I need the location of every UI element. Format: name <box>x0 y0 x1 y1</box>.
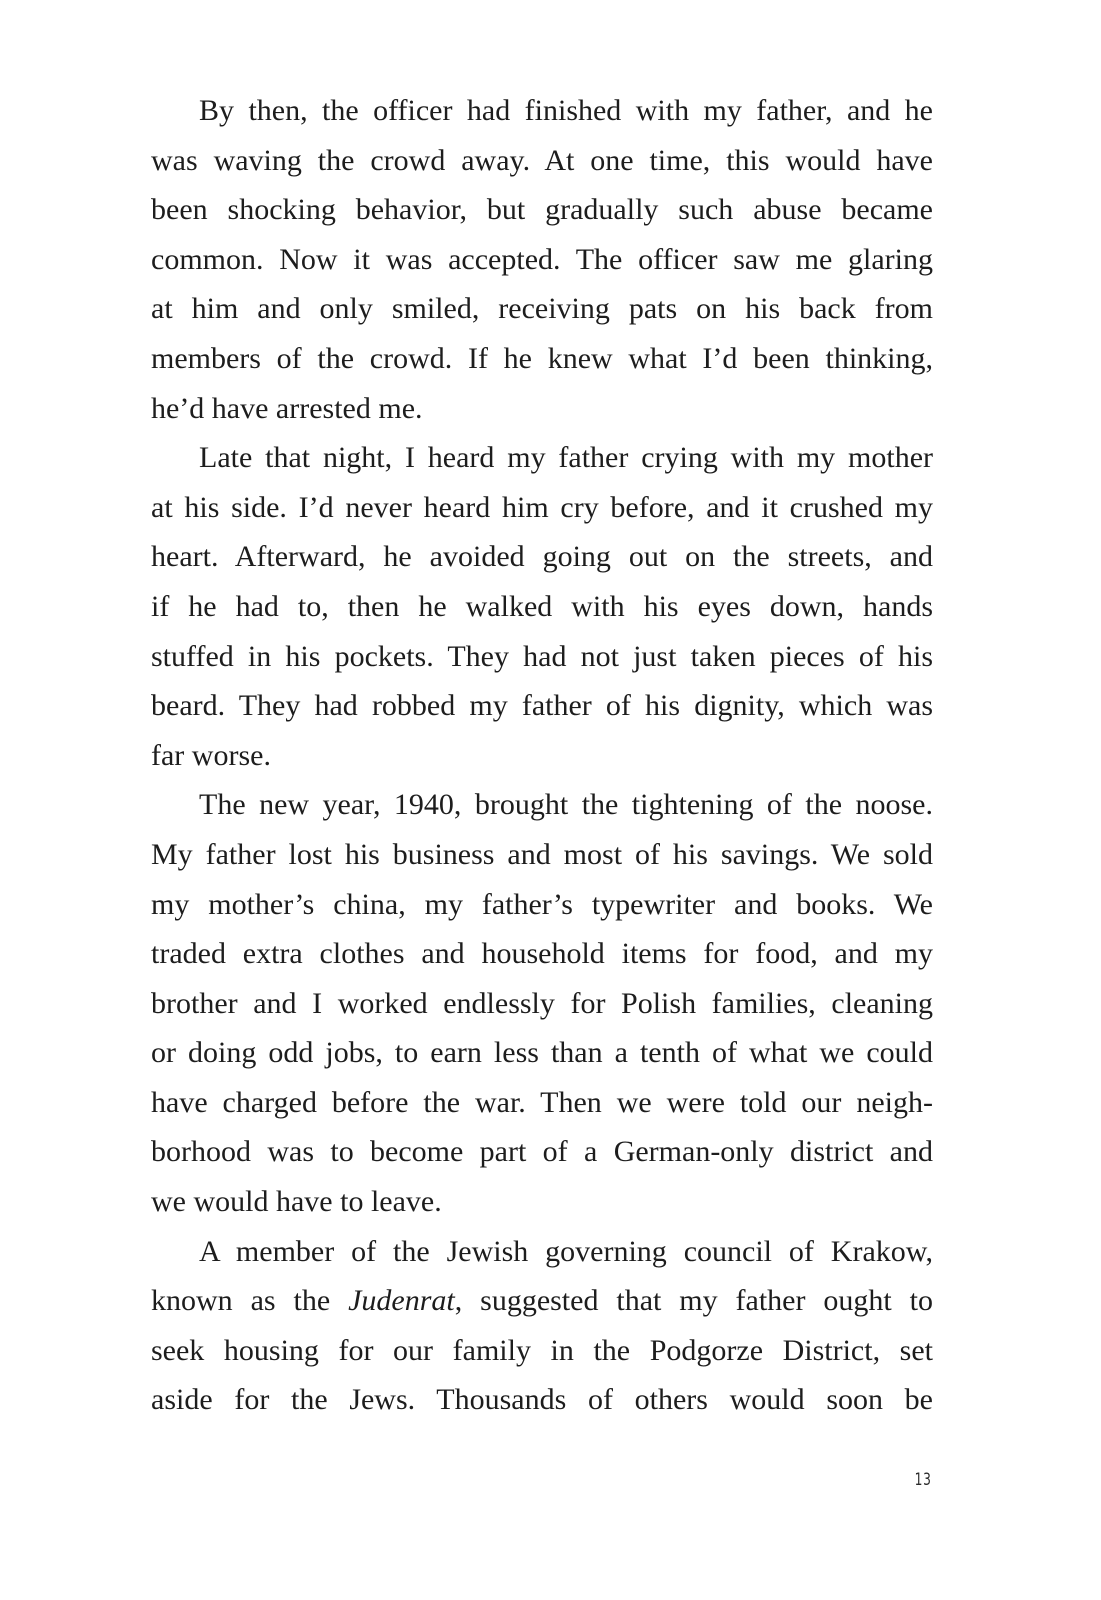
text-line <box>151 284 933 334</box>
page-number: 13 <box>914 1470 932 1490</box>
text-line <box>151 1127 933 1177</box>
text-line <box>151 681 933 731</box>
text-segment: traded extra clothes and household items for food, and my <box>151 937 933 971</box>
text-line <box>151 334 933 384</box>
text-segment: common. Now it was accepted. The officer saw me glaring <box>151 242 933 276</box>
text-segment: brother and I worked endlessly for Polish families, cleaning <box>151 986 933 1020</box>
paragraph <box>151 433 933 780</box>
text-segment: have charged before the war. Then we were told our neigh- <box>151 1085 933 1119</box>
text-line <box>151 384 933 434</box>
text-line <box>151 1078 933 1128</box>
text-segment: , suggested that my father ought to <box>454 1284 933 1318</box>
text-segment: A member of the Jewish governing council of Krakow, <box>199 1234 933 1268</box>
text-segment: By then, the officer had finished with my father, and he <box>199 94 933 127</box>
text-line <box>151 1276 933 1326</box>
text-segment: heart. Afterward, he avoided going out on the streets, and <box>151 540 933 574</box>
text-segment: Late that night, I heard my father crying with my mother <box>199 441 933 475</box>
text-line <box>151 632 933 682</box>
text-segment: The new year, 1940, brought the tightening of the noose. <box>199 788 933 822</box>
text-line <box>151 929 933 979</box>
text-segment: he’d have arrested me. <box>151 391 423 425</box>
text-segment: if he had to, then he walked with his eyes down, hands <box>151 589 933 623</box>
body-text <box>151 86 933 1425</box>
text-line <box>151 433 933 483</box>
text-line <box>151 731 933 781</box>
text-line <box>151 235 933 285</box>
text-segment: members of the crowd. If he knew what I’d been thinking, <box>151 341 933 375</box>
text-line <box>151 185 933 235</box>
text-line <box>151 1227 933 1277</box>
text-segment: beard. They had robbed my father of his dignity, which was <box>151 689 933 723</box>
text-line <box>151 483 933 533</box>
text-segment: or doing odd jobs, to earn less than a tenth of what we could <box>151 1036 933 1070</box>
text-line <box>151 979 933 1029</box>
text-line <box>151 136 933 186</box>
paragraph <box>151 780 933 1226</box>
italic-term: Judenrat <box>348 1284 455 1318</box>
text-segment: far worse. <box>151 738 271 772</box>
text-segment: seek housing for our family in the Podgorze District, set <box>151 1333 933 1367</box>
text-segment: aside for the Jews. Thousands of others would soon be <box>151 1383 933 1417</box>
text-segment: been shocking behavior, but gradually such abuse became <box>151 193 933 227</box>
text-segment: we would have to leave. <box>151 1185 442 1219</box>
text-segment: at his side. I’d never heard him cry before, and it crushed my <box>151 490 933 524</box>
text-segment: My father lost his business and most of his savings. We sold <box>151 837 933 871</box>
text-segment: my mother’s china, my father’s typewriter and books. We <box>151 887 933 921</box>
text-line <box>151 1177 933 1227</box>
paragraph <box>151 1227 933 1425</box>
text-line <box>151 582 933 632</box>
text-segment: borhood was to become part of a German-only district and <box>151 1135 933 1169</box>
text-segment: was waving the crowd away. At one time, this would have <box>151 143 933 177</box>
text-line <box>151 86 933 136</box>
text-line <box>151 1326 933 1376</box>
text-line <box>151 1028 933 1078</box>
text-segment: known as the <box>151 1284 349 1318</box>
text-line <box>151 780 933 830</box>
paragraph <box>151 86 933 433</box>
text-segment: stuffed in his pockets. They had not just taken pieces of his <box>151 639 933 673</box>
text-line <box>151 830 933 880</box>
text-line <box>151 880 933 930</box>
text-segment: at him and only smiled, receiving pats on his back from <box>151 292 933 326</box>
text-line <box>151 1375 933 1425</box>
text-line <box>151 532 933 582</box>
